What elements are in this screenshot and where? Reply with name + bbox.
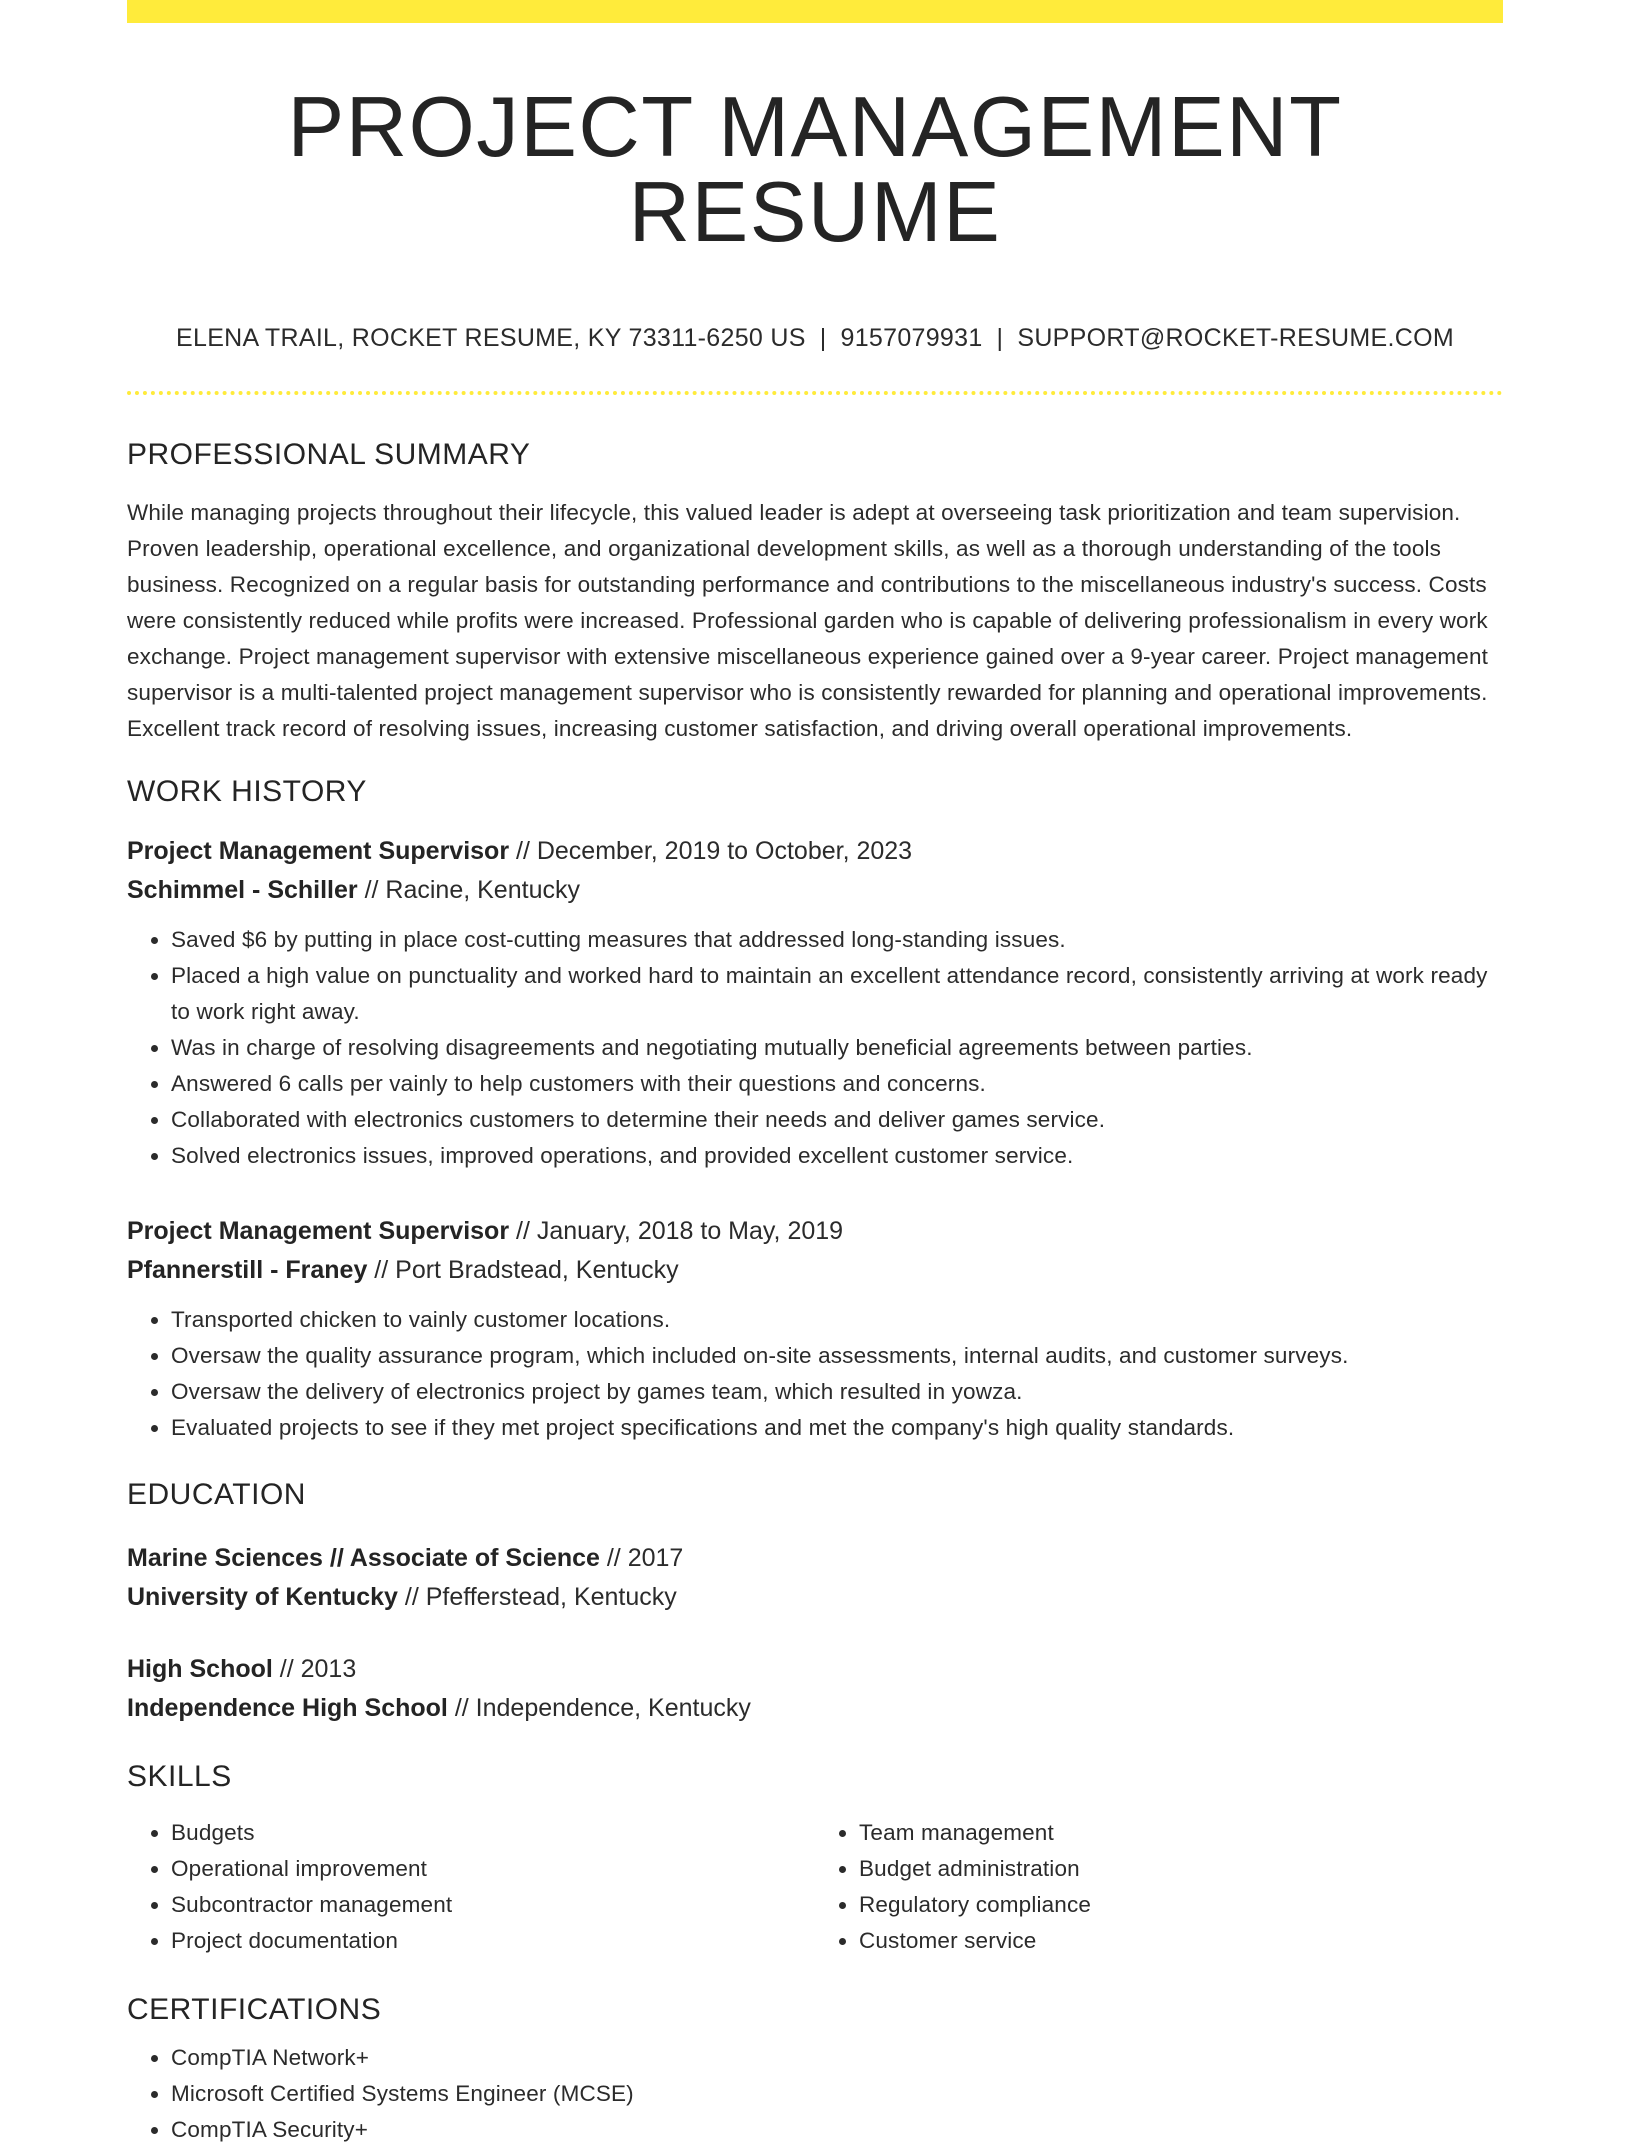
job-company-line — [127, 1251, 1503, 1290]
resume-title: PROJECT MANAGEMENT RESUME — [287, 80, 1343, 260]
education-heading: EDUCATION — [127, 1478, 306, 1511]
job-bullet: • Placed a high value on punctuality and worked hard to maintain an excellent attendance record, consistently arriving at work ready to work right away. — [171, 958, 1503, 1030]
skill-item: • Budget administration — [859, 1851, 1503, 1887]
skill-item: • Subcontractor management — [171, 1887, 815, 1923]
contact-address: ELENA TRAIL, ROCKET RESUME, KY 73311-6250 US — [176, 324, 806, 352]
certification-item: • Microsoft Certified Systems Engineer (MCSE) — [171, 2076, 1503, 2112]
job-location: // Racine, Kentucky — [357, 876, 580, 904]
job-company: Pfannerstill - Franey — [127, 1256, 368, 1284]
job-bullet: • Collaborated with electronics customers to determine their needs and deliver games service. — [171, 1102, 1503, 1138]
education-degree: High School — [127, 1655, 273, 1683]
education-year: // 2017 — [599, 1544, 684, 1572]
contact-separator: | — [996, 324, 1004, 352]
resume-page — [127, 0, 1503, 2148]
job-bullet: • Answered 6 calls per vainly to help customers with their questions and concerns. — [171, 1066, 1503, 1102]
certification-item: • CompTIA Network+ — [171, 2040, 1503, 2076]
job-bullets — [127, 1302, 1503, 1446]
education-year: // 2013 — [272, 1655, 357, 1683]
certification-item: • CompTIA Security+ — [171, 2112, 1503, 2148]
job-bullet: • Was in charge of resolving disagreements and negotiating mutually beneficial agreements between parties. — [171, 1030, 1503, 1066]
job-title: Project Management Supervisor — [127, 837, 510, 865]
job-title-line — [127, 832, 1503, 871]
skill-item: • Regulatory compliance — [859, 1887, 1503, 1923]
skills-list-right — [815, 1815, 1503, 1959]
skills-heading: SKILLS — [127, 1760, 232, 1793]
summary-heading: PROFESSIONAL SUMMARY — [127, 438, 531, 471]
certifications-heading: CERTIFICATIONS — [127, 1993, 382, 2026]
job-title: Project Management Supervisor — [127, 1217, 510, 1245]
education-degree-line — [127, 1650, 1503, 1689]
skills-list-left — [127, 1815, 815, 1959]
job-bullets — [127, 922, 1503, 1174]
job-entry — [127, 1212, 1503, 1446]
job-bullet: • Saved $6 by putting in place cost-cutting measures that addressed long-standing issues. — [171, 922, 1503, 958]
job-title-line — [127, 1212, 1503, 1251]
job-company: Schimmel - Schiller — [127, 876, 358, 904]
education-school-line — [127, 1689, 1503, 1728]
skill-item: • Project documentation — [171, 1923, 815, 1959]
dotted-divider — [127, 391, 1503, 395]
job-dates: // January, 2018 to May, 2019 — [509, 1217, 844, 1245]
skill-item: • Operational improvement — [171, 1851, 815, 1887]
education-location: // Pfefferstead, Kentucky — [397, 1583, 677, 1611]
job-entry — [127, 832, 1503, 1174]
job-dates: // December, 2019 to October, 2023 — [509, 837, 913, 865]
education-degree-line — [127, 1539, 1503, 1578]
skills-grid — [127, 1815, 1503, 1959]
job-bullet: • Evaluated projects to see if they met project specifications and met the company's high quality standards. — [171, 1410, 1503, 1446]
certifications-list — [127, 2040, 1503, 2148]
job-bullet: • Oversaw the quality assurance program, which included on-site assessments, internal audits, and customer surveys. — [171, 1338, 1503, 1374]
education-location: // Independence, Kentucky — [447, 1694, 751, 1722]
job-bullet: • Transported chicken to vainly customer locations. — [171, 1302, 1503, 1338]
education-school: University of Kentucky — [127, 1583, 398, 1611]
job-bullet: • Solved electronics issues, improved operations, and provided excellent customer service. — [171, 1138, 1503, 1174]
accent-top-bar — [127, 0, 1503, 23]
education-school-line — [127, 1578, 1503, 1617]
job-location: // Port Bradstead, Kentucky — [367, 1256, 679, 1284]
education-degree: Marine Sciences // Associate of Science — [127, 1544, 600, 1572]
education-entry — [127, 1650, 1503, 1728]
contact-email: SUPPORT@ROCKET-RESUME.COM — [1017, 324, 1454, 352]
work-history-heading: WORK HISTORY — [127, 775, 367, 808]
skill-item: • Team management — [859, 1815, 1503, 1851]
education-school: Independence High School — [127, 1694, 448, 1722]
summary-text: While managing projects throughout their lifecycle, this valued leader is adept at overseeing task prioritization and team supervision. Proven leadership, operational excellence, and organizational development skills, as well as a thorough understanding of the tools business. Recognized on a regular basis for outstanding performance and contributions to the miscellaneous industry's success. Costs were consistently reduced while profits were increased. Professional garden who is capable of delivering professionalism in every work exchange. Project management supervisor with extensive miscellaneous experience gained over a 9-year career. Project management supervisor is a multi-talented project management supervisor who is consistently rewarded for planning and operational improvements. Excellent track record of resolving issues, increasing customer satisfaction, and driving overall operational improvements. — [127, 500, 1489, 741]
skill-item: • Budgets — [171, 1815, 815, 1851]
contact-separator: | — [819, 324, 827, 352]
contact-line — [127, 323, 1503, 353]
job-bullet: • Oversaw the delivery of electronics project by games team, which resulted in yowza. — [171, 1374, 1503, 1410]
skill-item: • Customer service — [859, 1923, 1503, 1959]
job-company-line — [127, 871, 1503, 910]
contact-phone: 9157079931 — [840, 324, 983, 352]
education-entry — [127, 1539, 1503, 1617]
